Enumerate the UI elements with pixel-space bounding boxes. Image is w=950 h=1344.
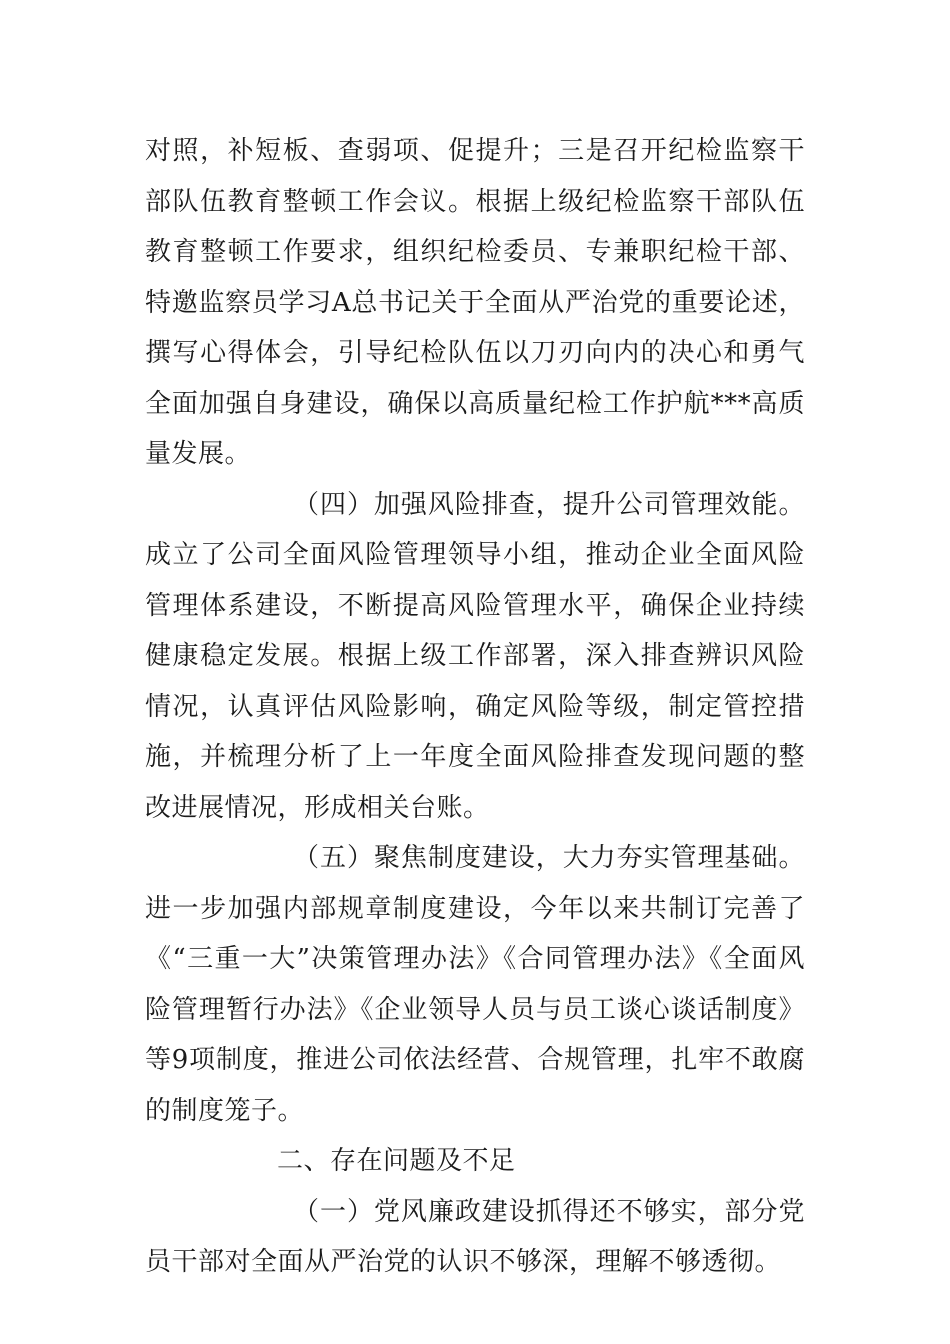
paragraph-party-conduct: （一）党风廉政建设抓得还不够实，部分党员干部对全面从严治党的认识不够深，理解不够透彻。 [145,1196,805,1277]
paragraph-discipline-inspection: 对照，补短板、查弱项、促提升；三是召开纪检监察干部队伍教育整顿工作会议。根据上级纪检监察干部队伍教育整顿工作要求，组织纪检委员、专兼职纪检干部、特邀监察员学习A总书记关于全面从严治党的重要论述，撰写心得体会，引导纪检队伍以刀刃向内的决心和勇气全面加强自身建设，确保以高质量纪检工作护航***高质量发展。 [145,136,805,469]
paragraph-system-building: （五）聚焦制度建设，大力夯实管理基础。进一步加强内部规章制度建设，今年以来共制订完善了《“三重一大”决策管理办法》《合同管理办法》《全面风险管理暂行办法》《企业领导人员与员工谈心谈话制度》等9项制度，推进公司依法经营、合规管理，扎牢不敢腐的制度笼子。 [145,843,805,1126]
section-heading-problems: 二、存在问题及不足 [277,1146,516,1176]
paragraph-risk-screening: （四）加强风险排查，提升公司管理效能。成立了公司全面风险管理领导小组，推动企业全面风险管理体系建设，不断提高风险管理水平，确保企业持续健康稳定发展。根据上级工作部署，深入排查辨识风险情况，认真评估风险影响，确定风险等级，制定管控措施，并梳理分析了上一年度全面风险排查发现问题的整改进展情况，形成相关台账。 [145,489,805,823]
document-page [145,126,805,1288]
